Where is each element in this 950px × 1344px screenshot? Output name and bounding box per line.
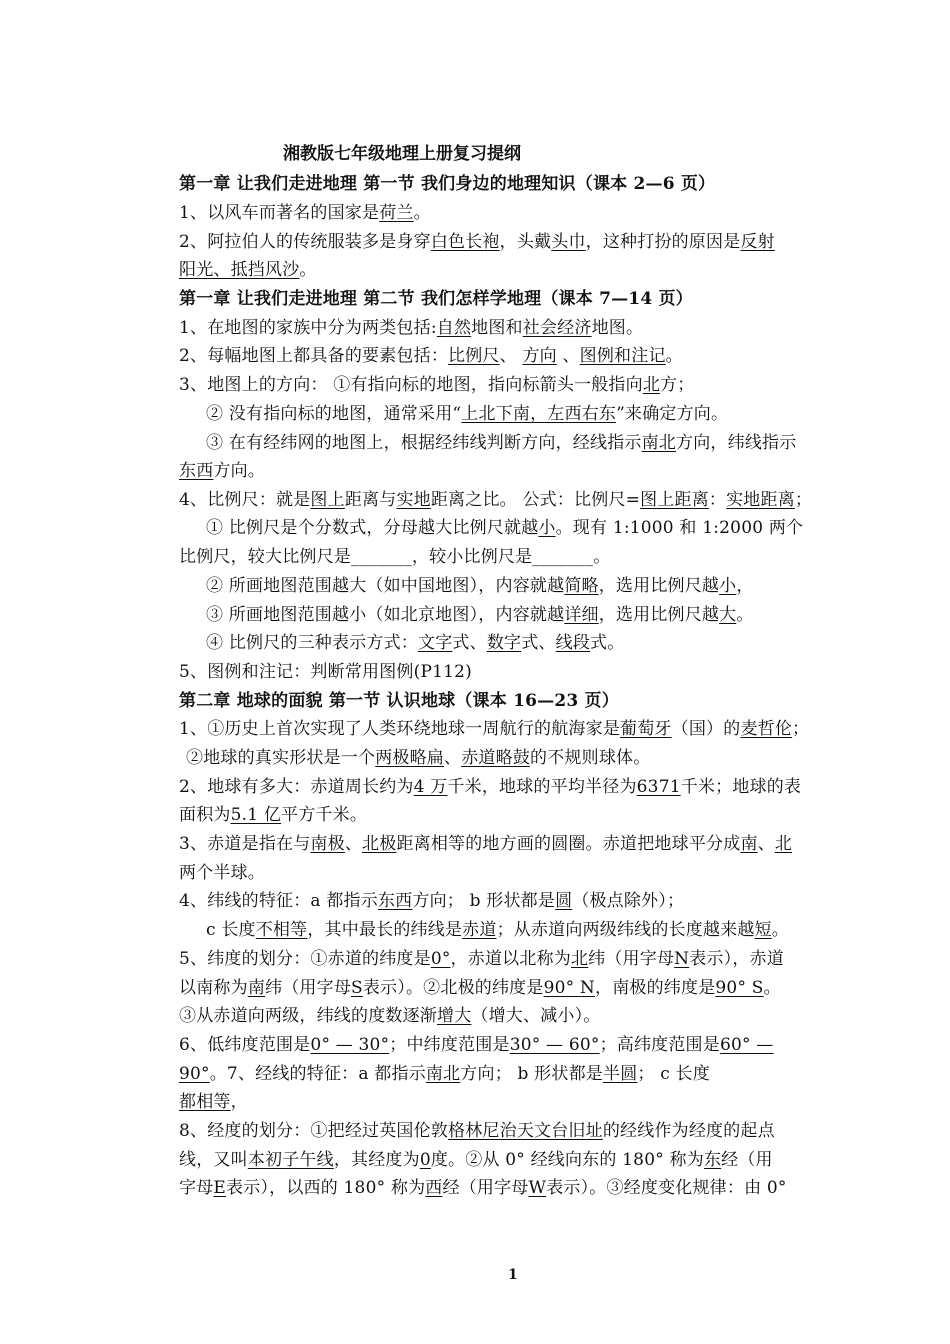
line-text: （国）的: [671, 719, 741, 739]
text-line: [179, 718, 879, 740]
underlined-answer: 南北: [425, 1064, 461, 1084]
underlined-answer: N: [674, 949, 690, 969]
line-text: ：: [708, 490, 727, 510]
underlined-answer: 赤道: [462, 920, 497, 940]
underlined-answer: 荷兰: [379, 203, 414, 223]
underlined-answer: 都相等: [179, 1092, 231, 1112]
text-line: [179, 1034, 879, 1056]
underlined-answer: 0: [419, 1150, 431, 1170]
text-line: [206, 604, 906, 626]
underlined-answer: 不相等: [255, 920, 308, 940]
line-text: 方向； b 形状都是: [412, 891, 556, 911]
line-text: 。: [763, 978, 781, 998]
text-line: [179, 1177, 879, 1199]
underlined-answer: 实地: [396, 490, 431, 510]
text-line: [186, 747, 886, 769]
line-text: ② 所画地图范围越大（如中国地图），内容就越: [206, 576, 565, 596]
line-text: 方向。: [213, 461, 266, 481]
line-text: 表示）。③经度变化规律：由 0°: [546, 1178, 787, 1198]
line-text: 平方千米。: [281, 805, 368, 825]
underlined-answer: 4 万: [413, 777, 448, 797]
line-text: 。: [299, 260, 317, 280]
underlined-answer: 白色长袍: [430, 232, 500, 252]
underlined-answer: 60° —: [719, 1035, 774, 1055]
text-line: [179, 546, 879, 568]
text-line: [179, 1149, 879, 1171]
line-text: 4、纬线的特征：a 都指示: [179, 891, 378, 911]
underlined-answer: 小: [719, 576, 737, 596]
line-text: 以南称为: [179, 978, 248, 998]
underlined-answer: 头巾: [551, 232, 586, 252]
line-text: ，这种打扮的原因是: [585, 232, 741, 252]
text-line: [179, 862, 879, 884]
line-text: 表示）。②北极的纬度是: [362, 978, 544, 998]
underlined-answer: 北极: [362, 834, 397, 854]
underlined-answer: 南极: [310, 834, 345, 854]
line-text: 5、纬度的划分：①赤道的纬度是: [179, 949, 431, 969]
text-line: [179, 345, 879, 367]
line-text: ① 比例尺是个分数式，分母越大比例尺就越: [206, 518, 539, 538]
text-line: [206, 919, 906, 941]
underlined-answer: 90° N: [543, 978, 595, 998]
line-text: 地图。: [591, 318, 644, 338]
line-text: 、: [757, 834, 775, 854]
heading-text: 第一章 让我们走进地理 第二节 我们怎样学地理（课本 7—14 页）: [179, 289, 693, 309]
line-text: 8、经度的划分：①把经过英国伦敦: [179, 1121, 449, 1141]
text-line: [179, 1063, 879, 1085]
line-text: 度。②从 0° 经线向东的 180° 称为: [430, 1150, 704, 1170]
section-heading: [179, 173, 879, 195]
line-text: 纬（用字母: [588, 949, 675, 969]
line-text: ； c 长度: [637, 1064, 710, 1084]
text-line: [206, 575, 906, 597]
line-text: ，: [736, 576, 754, 596]
underlined-answer: 图例和注记: [579, 346, 666, 366]
line-text: 纬（用字母: [265, 978, 352, 998]
line-text: ② 没有指向标的地图，通常采用“: [206, 404, 462, 424]
line-text: ②地球的真实形状是一个: [186, 748, 376, 768]
text-line: [179, 259, 879, 281]
text-line: [179, 202, 879, 224]
underlined-answer: 南北: [641, 433, 677, 453]
line-text: 。: [413, 203, 431, 223]
underlined-answer: 西: [425, 1178, 443, 1198]
line-text: ，赤道以北称为: [450, 949, 571, 969]
underlined-answer: 小: [538, 518, 556, 538]
section-heading: [179, 690, 879, 712]
underlined-answer: 90°: [179, 1064, 210, 1084]
line-text: 距离与: [344, 490, 397, 510]
line-text: 式、: [521, 633, 556, 653]
text-line: [179, 776, 879, 798]
line-text: 的经线作为经度的起点: [602, 1121, 775, 1141]
text-line: [179, 489, 879, 511]
line-text: ；高纬度范围是: [599, 1035, 720, 1055]
text-line: [179, 460, 879, 482]
underlined-answer: 葡萄牙: [620, 719, 672, 739]
line-text: ，选用比例尺越: [598, 605, 720, 625]
line-text: ，其经度为: [333, 1150, 420, 1170]
line-text: ；从赤道向两级纬线的长度越来越: [496, 920, 755, 940]
line-text: ，选用比例尺越: [598, 576, 720, 596]
line-text: 式。: [590, 633, 625, 653]
line-text: （增大、减小）。: [471, 1006, 601, 1026]
line-text: （极点除外）；: [572, 891, 685, 911]
underlined-answer: 两极略扁: [375, 748, 445, 768]
section-heading: [179, 288, 879, 310]
line-text: 、: [344, 834, 363, 854]
line-text: 方向； b 形状都是: [460, 1064, 603, 1084]
line-text: 表示），以西的 180° 称为: [226, 1178, 426, 1198]
underlined-answer: 5.1 亿: [230, 805, 282, 825]
line-text: 距离相等的地方画的圆圈。赤道把地球平分成: [396, 834, 741, 854]
line-text: 距离之比。 公式：比例尺=: [430, 490, 641, 510]
underlined-answer: 麦哲伦: [740, 719, 793, 739]
line-text: 地图和: [471, 318, 523, 338]
underlined-answer: 简略: [564, 576, 599, 596]
underlined-answer: 格林尼治天文台旧址: [448, 1121, 603, 1141]
underlined-answer: 30° — 60°: [509, 1035, 600, 1055]
line-text: 千米；地球的表: [680, 777, 802, 797]
text-line: [179, 1120, 879, 1142]
text-line: [179, 804, 879, 826]
underlined-answer: 社会经济: [522, 318, 592, 338]
underlined-answer: 实地距离: [726, 490, 795, 510]
page-number: 1: [508, 1267, 518, 1283]
line-text: 方；: [660, 375, 695, 395]
text-line: [179, 1091, 879, 1113]
underlined-answer: 90° S: [715, 978, 764, 998]
line-text: 。: [736, 605, 754, 625]
underlined-answer: 线段: [555, 633, 591, 653]
line-text: 式、: [452, 633, 487, 653]
line-text: ；: [794, 490, 813, 510]
underlined-answer: 数字: [486, 633, 522, 653]
text-line: [179, 948, 879, 970]
line-text: 6、低纬度范围是: [179, 1035, 311, 1055]
document-title: 湘教版七年级地理上册复习提纲: [283, 144, 521, 164]
line-text: 1、在地图的家族中分为两类包括:: [179, 318, 437, 338]
underlined-answer: 0° — 30°: [310, 1035, 390, 1055]
line-text: ；中纬度范围是: [389, 1035, 510, 1055]
line-text: 2、每幅地图上都具备的要素包括：: [179, 346, 449, 366]
text-line: [179, 1005, 879, 1027]
text-line: [179, 833, 879, 855]
underlined-answer: 反射: [740, 232, 775, 252]
line-text: 2、阿拉伯人的传统服装多是身穿: [179, 232, 431, 252]
underlined-answer: 北: [570, 949, 589, 969]
line-text: ，头戴: [499, 232, 552, 252]
underlined-answer: 本初子午线: [247, 1150, 334, 1170]
line-text: 经（用字母: [442, 1178, 529, 1198]
line-text: 。: [665, 346, 683, 366]
text-line: [179, 890, 879, 912]
underlined-answer: 东: [703, 1150, 722, 1170]
underlined-answer: 圆: [555, 891, 573, 911]
line-text: 表示），赤道: [689, 949, 784, 969]
line-text: 、: [556, 346, 580, 366]
line-text: 3、地图上的方向： ①有指向标的地图，指向标箭头一般指向: [179, 375, 643, 395]
text-line: [206, 632, 906, 654]
underlined-answer: 北: [774, 834, 793, 854]
line-text: 3、赤道是指在与: [179, 834, 311, 854]
underlined-answer: W: [528, 1178, 547, 1198]
line-text: 5、图例和注记：判断常用图例(P112): [179, 662, 472, 682]
text-line: [179, 374, 879, 396]
line-text: 1、以风车而著名的国家是: [179, 203, 380, 223]
line-text: ；: [792, 719, 810, 739]
underlined-answer: 6371: [636, 777, 681, 797]
line-text: 线，又叫: [179, 1150, 248, 1170]
line-text: 。7、经线的特征：a 都指示: [209, 1064, 426, 1084]
underlined-answer: 半圆: [603, 1064, 638, 1084]
line-text: 、: [444, 748, 462, 768]
line-text: 、: [499, 346, 523, 366]
text-line: [179, 661, 879, 683]
underlined-answer: 南: [740, 834, 758, 854]
underlined-answer: 图上: [310, 490, 345, 510]
line-text: ③从赤道向两级，纬线的度数逐渐: [179, 1006, 437, 1026]
underlined-answer: 文字: [418, 633, 453, 653]
line-text: ，: [230, 1092, 248, 1112]
underlined-answer: 大: [719, 605, 737, 625]
underlined-answer: 阳光、抵挡风沙: [179, 260, 300, 280]
line-text: 。: [771, 920, 789, 940]
underlined-answer: 上北下南，左西右东: [461, 404, 617, 424]
underlined-answer: 南: [247, 978, 266, 998]
line-text: 面积为: [179, 805, 231, 825]
heading-text: 第二章 地球的面貌 第一节 认识地球（课本 16—23 页）: [179, 691, 619, 711]
text-line: [179, 231, 879, 253]
line-text: 1、①历史上首次实现了人类环绕地球一周航行的航海家是: [179, 719, 621, 739]
line-text: 字母: [179, 1178, 214, 1198]
underlined-answer: 北: [642, 375, 661, 395]
underlined-answer: E: [213, 1178, 227, 1198]
line-text: ”来确定方向。: [616, 404, 729, 424]
line-text: 的不规则球体。: [530, 748, 651, 768]
line-text: 方向，纬线指示: [676, 433, 797, 453]
line-text: 两个半球。: [179, 863, 265, 883]
line-text: ③ 所画地图范围越小（如北京地图），内容就越: [206, 605, 565, 625]
underlined-answer: 比例尺: [448, 346, 500, 366]
underlined-answer: 方向: [522, 346, 557, 366]
text-line: [206, 403, 906, 425]
line-text: ③ 在有经纬网的地图上，根据经纬线判断方向，经线指示: [206, 433, 642, 453]
heading-text: 第一章 让我们走进地理 第一节 我们身边的地理知识（课本 2—6 页）: [179, 174, 716, 194]
underlined-answer: 增大: [437, 1006, 472, 1026]
underlined-answer: 东西: [377, 891, 413, 911]
line-text: 4、比例尺：就是: [179, 490, 311, 510]
underlined-answer: 详细: [564, 605, 599, 625]
text-line: [179, 317, 879, 339]
underlined-answer: S: [351, 978, 363, 998]
underlined-answer: 赤道略鼓: [461, 748, 531, 768]
text-line: [179, 977, 879, 999]
text-line: [206, 517, 906, 539]
line-text: ，南极的纬度是: [595, 978, 716, 998]
line-text: 经（用: [721, 1150, 773, 1170]
underlined-answer: 东西: [179, 461, 214, 481]
line-text: c 长度: [206, 920, 256, 940]
underlined-answer: 图上距离: [640, 490, 709, 510]
line-text: 2、地球有多大：赤道周长约为: [179, 777, 414, 797]
line-text: ④ 比例尺的三种表示方式：: [206, 633, 419, 653]
text-line: [206, 432, 906, 454]
line-text: 。现有 1:1000 和 1:2000 两个: [555, 518, 804, 538]
line-text: 千米，地球的平均半径为: [447, 777, 637, 797]
underlined-answer: 0°: [430, 949, 451, 969]
underlined-answer: 自然: [436, 318, 472, 338]
line-text: 比例尺，较大比例尺是_______，较小比例尺是_______。: [179, 547, 611, 567]
line-text: ，其中最长的纬线是: [307, 920, 463, 940]
underlined-answer: 短: [754, 920, 772, 940]
